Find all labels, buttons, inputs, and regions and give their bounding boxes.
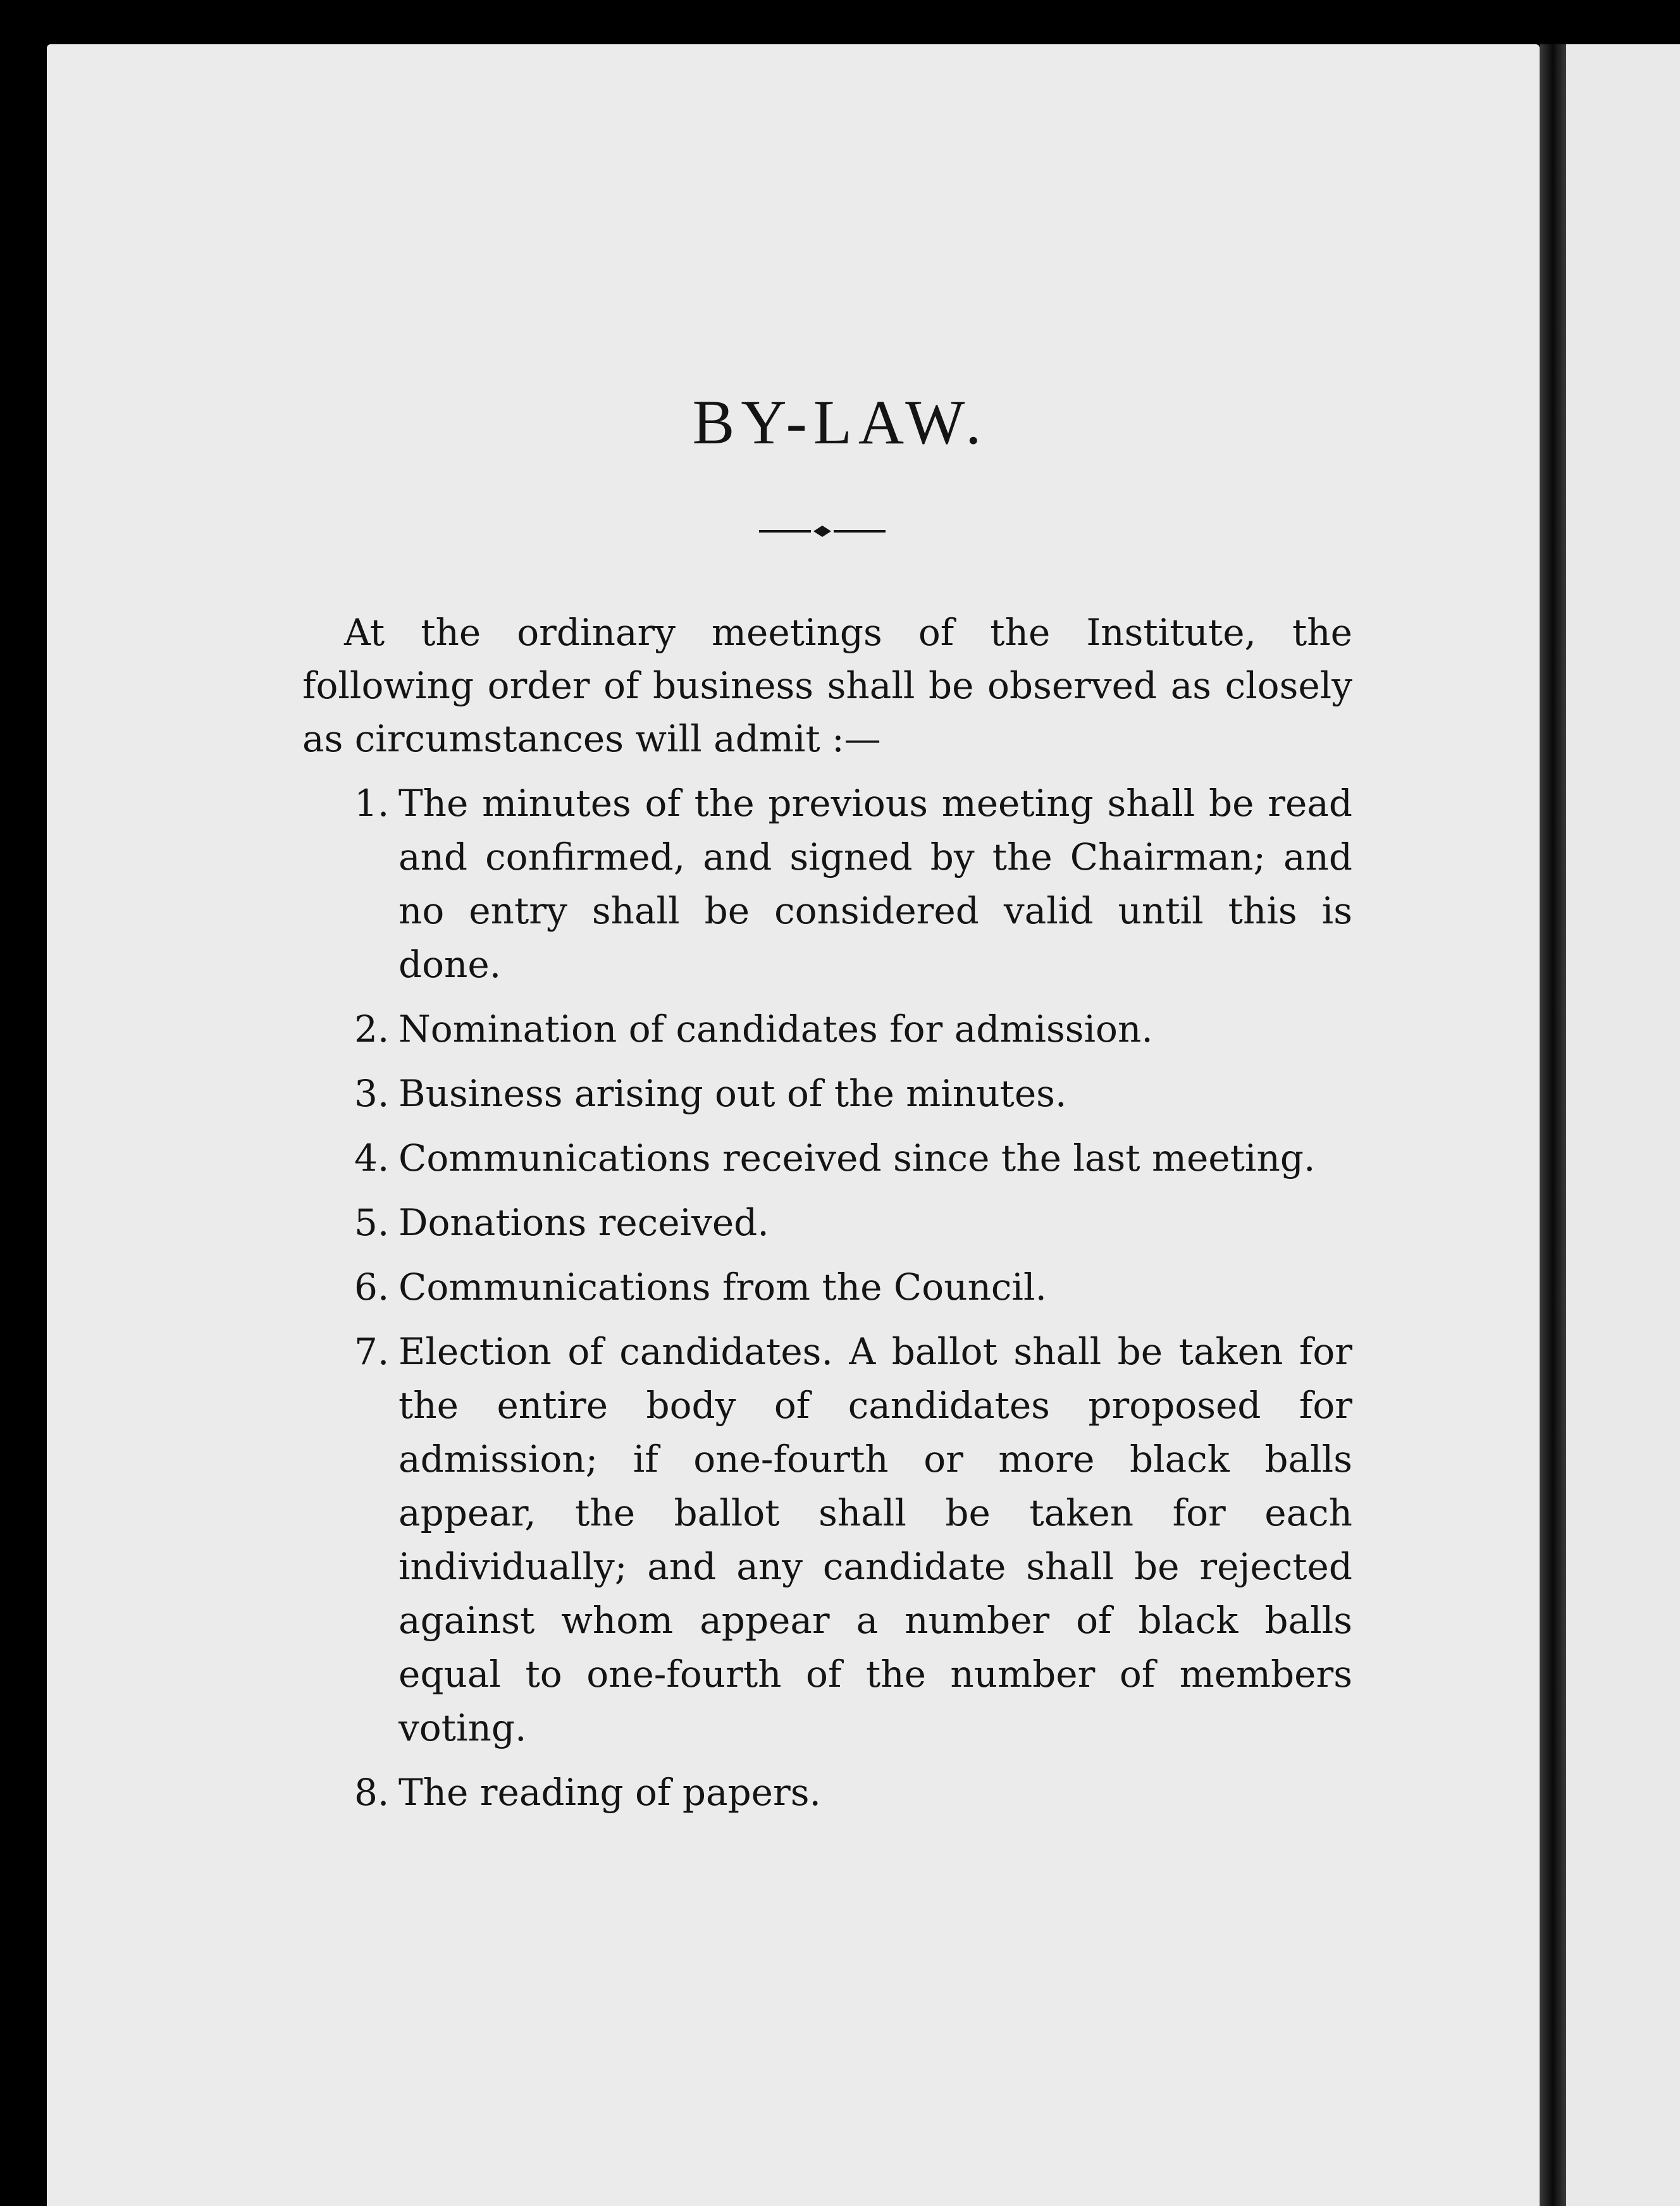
book-spine (1540, 44, 1566, 2206)
rule-number: 8. (354, 1771, 390, 1814)
rule-number: 1. (354, 782, 390, 825)
facing-page-edge (1566, 44, 1680, 2206)
rules-list (354, 777, 1352, 1830)
rule-text: Communications from the Council. (398, 1266, 1047, 1309)
rule-text: The minutes of the previous meeting shall be read and confirmed, and signed by the Chairman; and no entry shall be considered valid until this is done. (398, 782, 1352, 986)
rule-item (354, 1260, 1352, 1314)
rule-text: Communications received since the last meeting. (398, 1137, 1316, 1180)
rule-item (354, 1002, 1352, 1056)
rule-item (354, 777, 1352, 992)
rule-item (354, 1325, 1352, 1755)
rule-item (354, 1766, 1352, 1820)
rule-item (354, 1067, 1352, 1121)
rule-text: Election of candidates. A ballot shall be taken for the entire body of candidates proposed for admission; if one-fourth or more black balls appear, the ballot shall be taken for each individually; and any candidate shall be rejected against whom appear a number of black balls equal to one-fourth of the number of members voting. (398, 1330, 1352, 1749)
rule-text: Business arising out of the minutes. (398, 1072, 1067, 1115)
ornament-divider-icon (759, 524, 886, 539)
rule-number: 4. (354, 1137, 390, 1180)
rule-number: 7. (354, 1330, 390, 1373)
rule-item (354, 1196, 1352, 1250)
rule-number: 5. (354, 1201, 390, 1244)
intro-paragraph: At the ordinary meetings of the Institute, the following order of business shall be observed as closely as circumstances will admit :— (302, 611, 1352, 760)
rule-text: Donations received. (398, 1201, 769, 1244)
rule-number: 6. (354, 1266, 390, 1309)
rule-number: 3. (354, 1072, 390, 1115)
rule-item (354, 1131, 1352, 1185)
rule-text: Nomination of candidates for admission. (398, 1007, 1153, 1051)
page-title: BY-LAW. (692, 387, 988, 457)
rule-text: The reading of papers. (398, 1771, 821, 1814)
rule-number: 2. (354, 1007, 390, 1051)
